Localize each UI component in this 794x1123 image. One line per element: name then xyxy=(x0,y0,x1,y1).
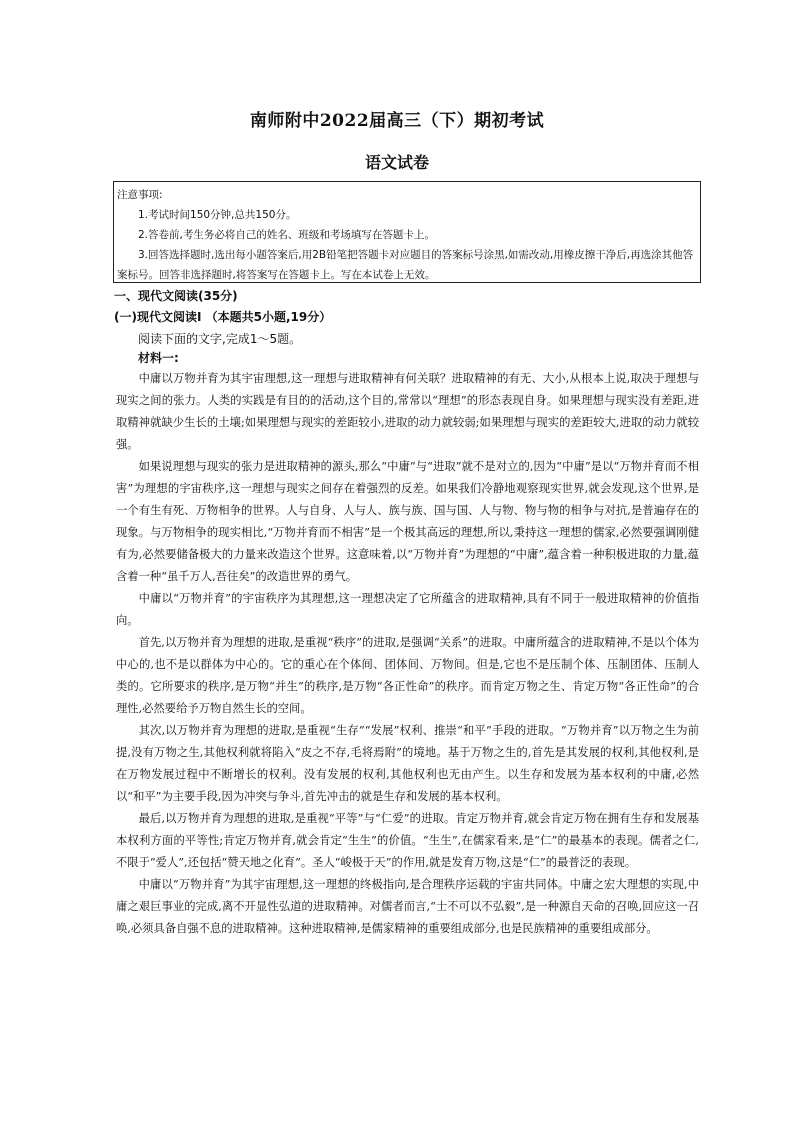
passage-paragraph: 中庸以万物并育为其宇宙理想,这一理想与进取精神有何关联？进取精神的有无、大小,从根本上说,取决于理想与现实之间的张力。人类的实践是有目的的活动,这个目的,常常以“理想”的形态表现自身。如果理想与现实没有差距,进取精神就缺少生长的土壤;如果理想与现实的差距较小,进取的动力就较弱;如果理想与现实的差距较大,进取的动力就较强。 xyxy=(116,372,699,451)
notice-item: 3.回答选择题时,选出每小题答案后,用2B铅笔把答题卡对应题目的答案标号涂黑,如需改动,用橡皮擦干净后,再选涂其他答案标号。回答非选择题时,将答案写在答题卡上。写在本试卷上无效。 xyxy=(117,249,694,281)
material-label: 材料一: xyxy=(138,351,179,365)
section-heading: 一、现代文阅读(35分) xyxy=(114,289,238,303)
exam-subtitle: 语文试卷 xyxy=(364,153,429,172)
passage-paragraph: 最后,以万物并育为理想的进取,是重视“平等”与“仁爱”的进取。肯定万物并育,就会肯定万物在拥有生存和发展基本权利方面的平等性;肯定万物并育,就会肯定“生生”的价值。“生生”,在儒家看来,是“仁”的最基本的表现。儒者之仁,不限于“爱人”,还包括“赞天地之化育”。圣人“峻极于天”的作用,就是发育万物,这是“仁”的最普泛的表现。 xyxy=(116,812,699,869)
reading-instruction: 阅读下面的文字,完成1～5题。 xyxy=(138,332,302,346)
passage-body xyxy=(116,368,699,940)
notice-item: 2.答卷前,考生务必将自己的姓名、班级和考场填写在答题卡上。 xyxy=(138,229,435,241)
passage-paragraph: 首先,以万物并育为理想的进取,是重视“秩序”的进取,是强调“关系”的进取。中庸所蕴含的进取精神,不是以个体为中心的,也不是以群体为中心的。它的重心在个体间、团体间、万物间。但是,它也不是压制个体、压制团体、压制人类的。它所要求的秩序,是万物“并生”的秩序,是万物“各正性命”的秩序。而肯定万物之生、肯定万物“各正性命”的合理性,必然要给予万物自然生长的空间。 xyxy=(116,636,699,715)
passage-paragraph: 其次,以万物并育为理想的进取,是重视“生存”“发展”权利、推崇“和平”手段的进取。“万物并育”以万物之生为前提,没有万物之生,其他权利就将陷入“皮之不存,毛将焉附”的境地。基于万物之生的,首先是其发展的权利,其他权利,是在万物发展过程中不断增长的权利。没有发展的权利,其他权利也无由产生。以生存和发展为基本权利的中庸,必然以“和平”为主要手段,因为冲突与争斗,首先冲击的就是生存和发展的基本权利。 xyxy=(116,724,699,803)
exam-title: 南师附中2022届高三（下）期初考试 xyxy=(249,111,545,131)
notice-item: 1.考试时间150分钟,总共150分。 xyxy=(138,209,297,221)
notice-box xyxy=(113,181,701,283)
passage-paragraph: 中庸以“万物并育”的宇宙秩序为其理想,这一理想决定了它所蕴含的进取精神,具有不同于一般进取精神的价值指向。 xyxy=(116,592,699,627)
passage-paragraph: 如果说理想与现实的张力是进取精神的源头,那么“中庸”与“进取”就不是对立的,因为“中庸”是以“万物并育而不相害”为理想的宇宙秩序,这一理想与现实之间存在着强烈的反差。如果我们冷静地观察现实世界,就会发现,这个世界,是一个有生有死、万物相争的世界。人与自身、人与人、族与族、国与国、人与物、物与物的相争与对抗,是普遍存在的现象。与万物相争的现实相比,“万物并育而不相害”是一个极其高远的理想,所以,秉持这一理想的儒家,必然要强调刚健有为,必然要储备极大的力量来改造这个世界。这意味着,以“万物并育”为理想的“中庸”,蕴含着一种积极进取的力量,蕴含着一种“虽千万人,吾往矣”的改造世界的勇气。 xyxy=(116,460,699,583)
notice-heading: 注意事项: xyxy=(117,189,163,201)
subsection-heading: (一)现代文阅读Ⅰ （本题共5小题,19分） xyxy=(114,310,332,324)
passage-paragraph: 中庸以“万物并育”为其宇宙理想,这一理想的终极指向,是合理秩序运载的宇宙共同体。中庸之宏大理想的实现,中庸之艰巨事业的完成,离不开显性弘道的进取精神。对儒者而言,“士不可以不弘毅”,是一种源自天命的召唤,回应这一召唤,必须具备自强不息的进取精神。这种进取精神,是儒家精神的重要组成部分,也是民族精神的重要组成部分。 xyxy=(116,878,699,935)
